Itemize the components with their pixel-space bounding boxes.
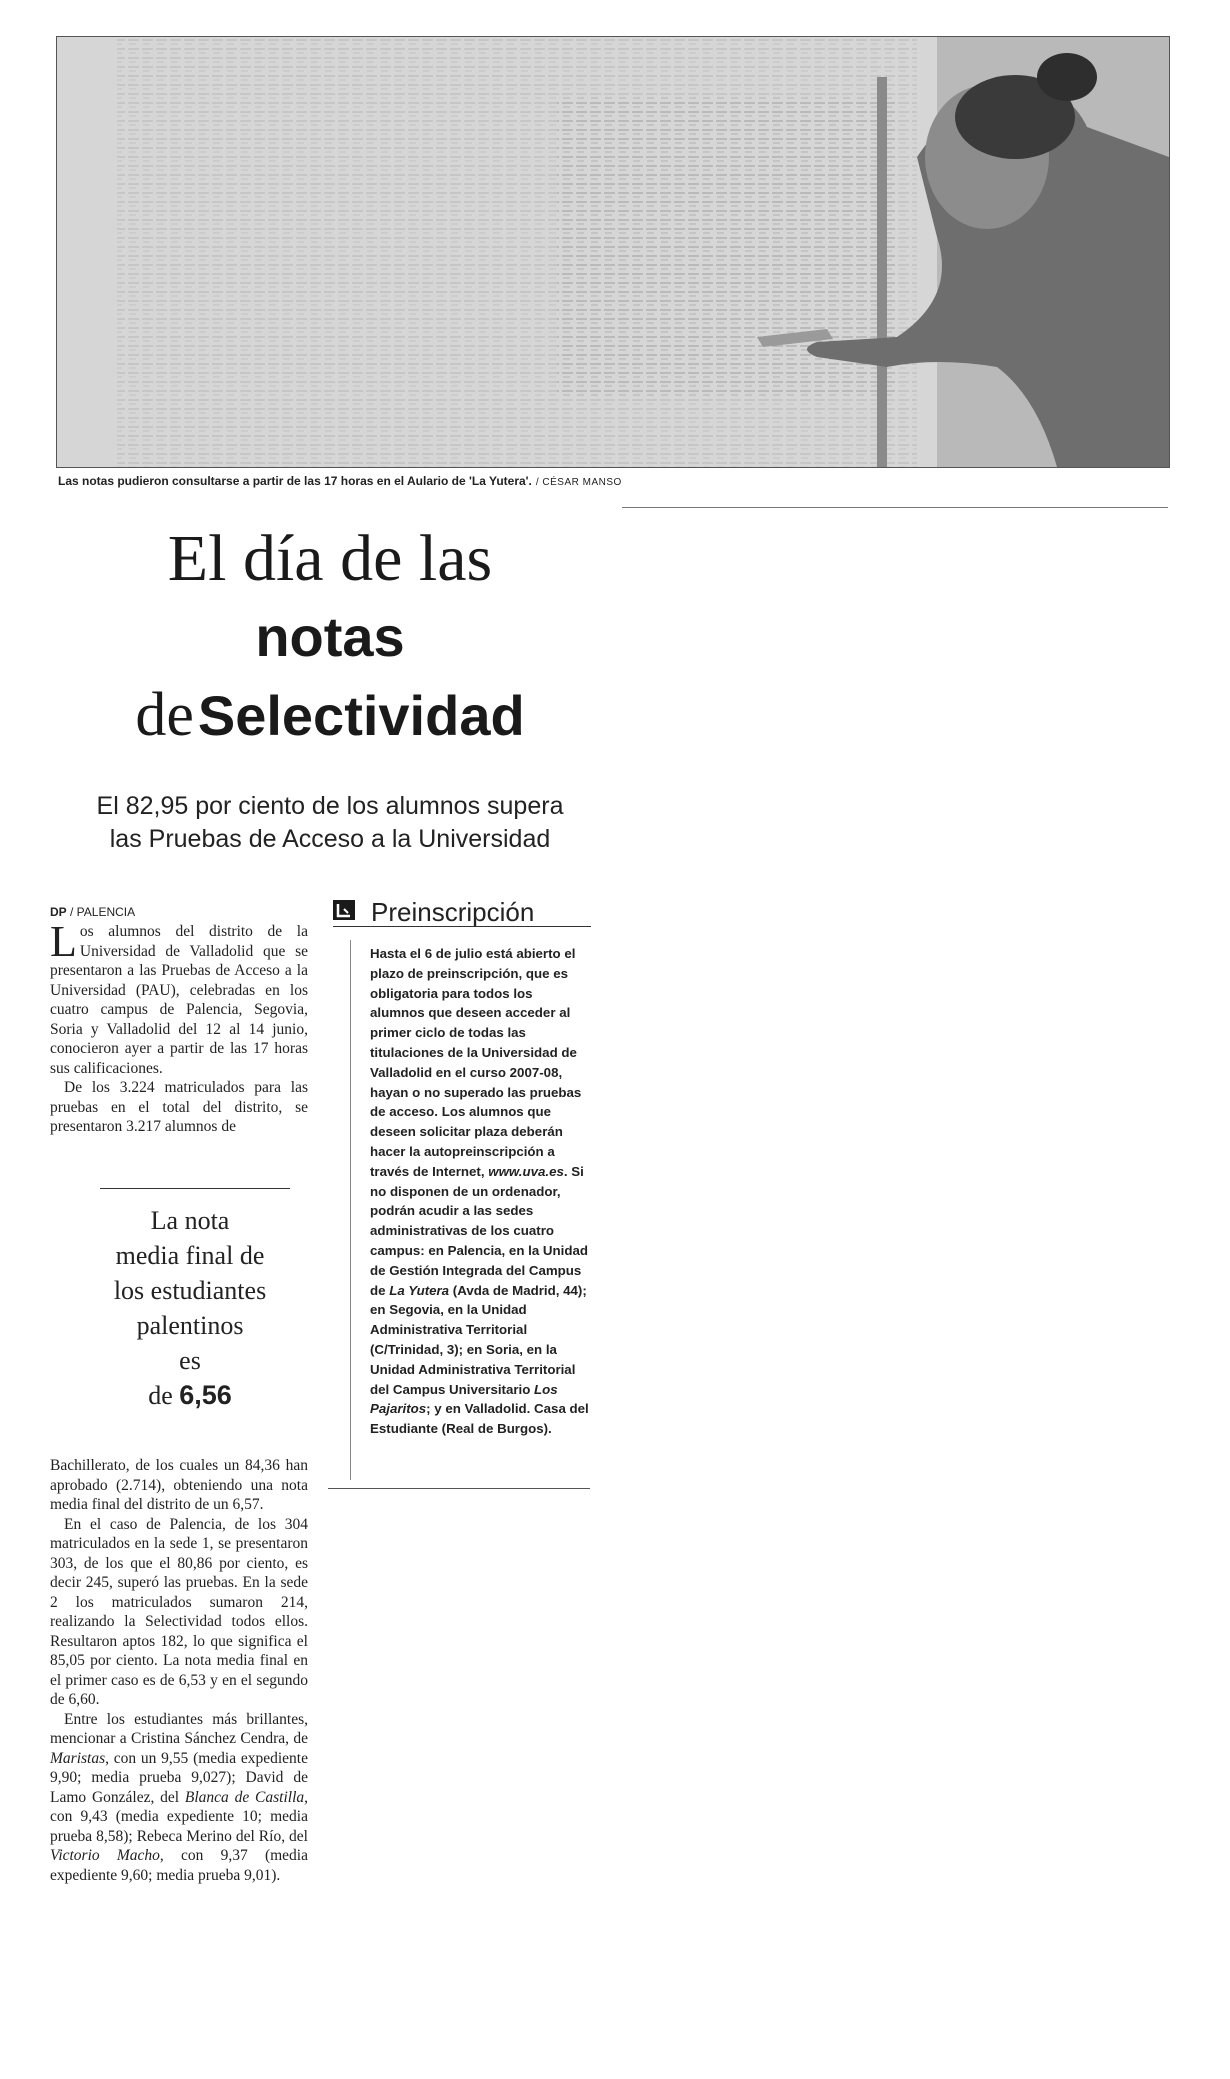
headline-line-1: El día de las	[167, 522, 493, 595]
sidebar-title: Preinscripción	[371, 897, 535, 927]
subheadline	[60, 790, 600, 856]
caption-text: Las notas pudieron consultarse a partir de las 17 horas en el Aulario de 'La Yutera'.	[58, 474, 532, 488]
drop-cap: L	[50, 917, 77, 966]
sidebar-url: www.uva.es	[488, 1163, 564, 1179]
sidebar-header	[333, 896, 591, 927]
paragraph-text: Entre los estudiantes más brillantes, mencionar a Cristina Sánchez Cendra, de	[50, 1710, 308, 1747]
headline-line-3	[60, 676, 600, 770]
pullquote-prefix: de	[148, 1381, 173, 1410]
pullquote-line: media final de	[115, 1241, 265, 1270]
headline	[60, 520, 600, 770]
photo-credit: / CÉSAR MANSO	[535, 477, 622, 488]
photo-caption	[58, 474, 622, 488]
pullquote-line: La nota	[150, 1206, 230, 1235]
headline-line-3-bold: Selectividad	[197, 684, 525, 747]
sidebar-body	[370, 944, 590, 1439]
pullquote-line: es	[179, 1346, 201, 1375]
byline-location: / PALENCIA	[70, 905, 136, 919]
sidebar-left-rule	[350, 940, 351, 1480]
school-name: Maristas	[50, 1749, 106, 1767]
article-column-bottom	[50, 1456, 308, 1885]
headline-line-2: notas	[255, 605, 405, 668]
photo-illustration	[57, 37, 1169, 467]
paragraph-text: , con un 9,55 (media expediente 9,90; media prueba 9,027); David de Lamo González, del	[50, 1749, 308, 1806]
paragraph-text: , con 9,37 (media expediente 9,60; media prueba 9,01).	[50, 1847, 308, 1884]
byline-source: DP	[50, 905, 67, 919]
article-paragraph	[50, 1710, 308, 1886]
sidebar-bottom-rule	[328, 1488, 590, 1489]
sidebar-box-icon	[333, 900, 355, 920]
sidebar-text: . Si no disponen de un ordenador, podrán acudir a las sedes administrativas de los cuatro campus: en Palencia, en la Unidad de Gestión Integrada del Campus de	[370, 1163, 588, 1298]
paragraph-text: , con 9,43 (media expediente 10; media prueba 8,58); Rebeca Merino del Río, del	[50, 1788, 308, 1845]
headline-line-3-prefix: de	[135, 681, 194, 749]
subhead-line-1: El 82,95 por ciento de los alumnos supera	[96, 792, 564, 820]
paragraph-text: os alumnos del distrito de la Universidad de Valladolid que se presentaron a las Pruebas de Acceso a la Universidad (PAU), celebradas en los cuatro campus de Palencia, Segovia, Soria y Valladolid del 12 al 14 junio, conocieron ayer a partir de las 17 horas sus calificaciones.	[50, 923, 308, 1077]
pullquote-rule	[100, 1188, 290, 1189]
sidebar-place: Los Pajaritos	[370, 1381, 558, 1417]
article-paragraph: Bachillerato, de los cuales un 84,36 han aprobado (2.714), obteniendo una nota media final del distrito de un 6,57.	[50, 1457, 308, 1513]
article-paragraph: De los 3.224 matriculados para las pruebas en el total del distrito, se presentaron 3.217 alumnos de	[50, 1079, 308, 1135]
school-name: Blanca de Castilla	[184, 1788, 305, 1806]
pullquote-value: 6,56	[179, 1380, 232, 1410]
sidebar-text: ; y en Valladolid. Casa del Estudiante (Real de Burgos).	[370, 1401, 589, 1437]
school-name: Victorio Macho	[50, 1847, 160, 1864]
sidebar-place: La Yutera	[389, 1282, 450, 1298]
subhead-line-2: las Pruebas de Acceso a la Universidad	[109, 825, 551, 853]
article-paragraph	[50, 917, 308, 1078]
news-photo	[56, 36, 1170, 468]
divider-rule	[622, 507, 1168, 508]
pullquote-line: los estudiantes	[113, 1276, 267, 1305]
sidebar-text: (Avda de Madrid, 44); en Segovia, en la Unidad Administrativa Territorial (C/Trinidad, 3); en Soria, en la Unidad Administrativa Territorial del Campus Universitario	[370, 1282, 587, 1397]
sidebar-text: Hasta el 6 de julio está abierto el plazo de preinscripción, que es obligatoria para todos los alumnos que deseen acceder al primer ciclo de todas las titulaciones de la Universidad de Valladolid en el curso 2007-08, hayan o no superado las pruebas de acceso. Los alumnos que deseen solicitar plaza deberán hacer la autopreinscripción a través de Internet,	[370, 946, 582, 1179]
pullquote	[70, 1203, 310, 1413]
pullquote-line	[70, 1378, 310, 1413]
article-column-top	[50, 917, 308, 1137]
pullquote-line: palentinos	[136, 1311, 244, 1340]
article-paragraph: En el caso de Palencia, de los 304 matriculados en la sede 1, se presentaron 303, de los que el 80,86 por ciento, es decir 245, superó las pruebas. En la sede 2 los matriculados sumaron 214, realizando la Selectividad todos ellos. Resultaron aptos 182, lo que significa el 85,05 por ciento. La nota media final en el primer caso es de 6,53 y en el segundo de 6,60.	[50, 1515, 308, 1708]
